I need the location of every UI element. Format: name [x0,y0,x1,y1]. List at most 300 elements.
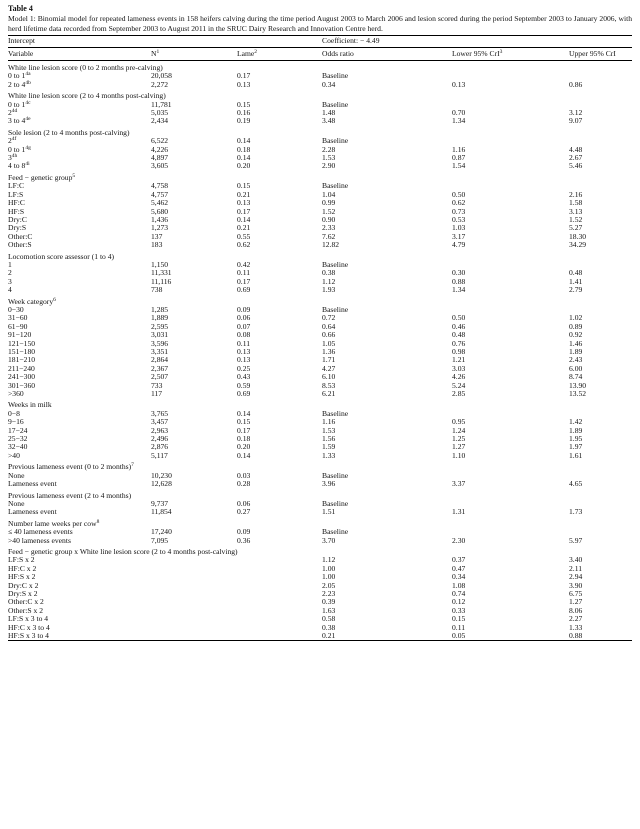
table-row [8,443,632,451]
cell-upper: 8.06 [569,605,583,615]
cell-variable: 9−16 [8,417,24,427]
cell-odds-ratio: Baseline [322,181,349,191]
cell-upper: 1.73 [569,507,583,517]
cell-lame: 0.21 [237,189,251,199]
cell-odds-ratio: 3.70 [322,535,336,545]
cell-n: 5,680 [151,206,169,216]
table-row [8,382,632,390]
cell-upper: 1.46 [569,338,583,348]
cell-odds-ratio: 1.53 [322,425,336,435]
table-row [8,427,632,435]
group-title-row [8,398,632,409]
table-row [8,607,632,615]
cell-lame: 0.62 [237,240,251,250]
cell-n: 733 [151,380,163,390]
cell-odds-ratio: 1.36 [322,347,336,356]
cell-lame: 0.14 [237,450,251,460]
cell-odds-ratio: 1.04 [322,189,336,199]
cell-n: 117 [151,389,163,399]
cell-lame: 0.27 [237,507,251,517]
cell-upper: 13.52 [569,389,587,399]
cell-odds-ratio: Baseline [322,527,349,537]
cell-odds-ratio: 7.62 [322,231,336,241]
cell-lower: 0.30 [452,268,466,278]
cell-n [151,607,237,615]
cell-odds-ratio: 1.12 [322,276,336,286]
cell-upper: 18.30 [569,231,587,241]
cell-odds-ratio: Baseline [322,304,349,314]
cell-upper: 0.86 [569,79,583,89]
cell-n: 17,240 [151,527,172,537]
cell-lower: 1.08 [452,580,466,590]
cell-variable: None [8,470,25,480]
cell-lower: 0.62 [452,198,466,208]
cell-variable: Other:S [8,240,32,250]
cell-variable: HF:S [8,206,25,216]
cell-lower: 4.26 [452,372,466,382]
cell-n: 5,035 [151,108,169,118]
cell-lower: 0.05 [452,632,569,641]
cell-odds-ratio: 2.23 [322,588,336,598]
cell-variable: ≤ 40 lameness events [8,527,73,537]
cell-n: 5,117 [151,450,168,460]
cell-n [151,556,237,564]
cell-odds-ratio: 0.72 [322,313,336,323]
cell-lame: 0.14 [237,214,251,224]
cell-variable: 0−8 [8,408,20,418]
cell-variable: 301−360 [8,380,36,390]
cell-lame: 0.28 [237,479,251,489]
cell-n: 7,095 [151,535,169,545]
cell-lame: 0.20 [237,442,251,452]
group-title: Weeks in milk [8,400,52,410]
table-row [8,261,632,269]
cell-odds-ratio: 12.82 [322,240,340,250]
cell-upper: 2.43 [569,355,583,365]
cell-n: 183 [151,240,163,250]
cell-lower [452,306,569,314]
cell-upper: 8.74 [569,372,583,382]
cell-lame: 0.03 [237,470,251,480]
cell-upper: 13.90 [569,380,587,390]
cell-lame [237,582,322,590]
cell-variable: 2 [8,268,12,278]
cell-lower [452,101,569,109]
group-title-row [8,489,632,500]
cell-lower [452,528,569,536]
cell-lower: 0.47 [452,563,466,573]
cell-variable: 91−120 [8,330,32,340]
cell-lame: 0.15 [237,417,251,427]
cell-odds-ratio: 0.34 [322,79,336,89]
cell-upper: 1.41 [569,276,583,286]
cell-odds-ratio: 0.58 [322,614,336,624]
cell-lame: 0.21 [237,223,251,233]
table-row [8,182,632,190]
table-row [8,241,632,249]
cell-odds-ratio: 1.33 [322,450,336,460]
table-row [8,323,632,331]
table-row [8,598,632,606]
cell-lower: 1.31 [452,507,466,517]
table-row [8,373,632,381]
cell-lame [237,607,322,615]
cell-variable: 0 to $1^{4a}$ [8,71,31,81]
cell-lame [237,556,322,564]
cell-upper: 6.00 [569,363,583,373]
cell-odds-ratio: Baseline [322,71,349,81]
cell-lame: 0.13 [237,79,251,89]
cell-variable: 1 [8,259,12,269]
cell-n: 11,781 [151,99,172,109]
cell-upper: 0.89 [569,321,583,331]
group-title: White line lesion score (2 to 4 months post-calving) [8,91,166,101]
cell-variable: Dry:S [8,223,27,233]
cell-odds-ratio: 6.10 [322,372,336,382]
table-row [8,340,632,348]
cell-odds-ratio: 0.90 [322,214,336,224]
intercept-row [8,36,632,47]
cell-odds-ratio: 3.96 [322,479,336,489]
cell-upper: 2.67 [569,153,583,163]
table-row [8,233,632,241]
table-row [8,269,632,277]
cell-n: 2,864 [151,355,169,365]
col-lower: Lower 95% CrI$^3$ [452,47,569,60]
cell-odds-ratio: 0.39 [322,597,336,607]
cell-variable: 2 to $4^{4b}$ [8,79,31,89]
cell-n: 137 [151,231,163,241]
cell-lame: 0.18 [237,434,251,444]
cell-n [151,590,237,598]
table-row [8,146,632,154]
cell-variable: Dry:S x 2 [8,588,38,598]
cell-n: 3,457 [151,417,169,427]
table-row [8,365,632,373]
cell-n: 2,595 [151,321,169,331]
table-row [8,286,632,294]
cell-lame: 0.08 [237,330,251,340]
cell-odds-ratio: 0.38 [322,622,336,632]
cell-lower: 0.98 [452,347,466,356]
cell-lame: 0.14 [237,136,251,146]
cell-upper: 5.27 [569,223,583,233]
cell-lower: 1.34 [452,116,466,126]
cell-lower: 1.03 [452,223,466,233]
cell-odds-ratio: 1.53 [322,153,336,163]
cell-lower: 0.13 [452,79,466,89]
cell-lower: 4.79 [452,240,466,250]
cell-odds-ratio: Baseline [322,498,349,508]
table-row [8,537,632,545]
cell-upper: 3.40 [569,555,583,565]
cell-lame: 0.13 [237,198,251,208]
cell-variable: 0 to $1^{4c}$ [8,99,31,109]
cell-n: 3,351 [151,347,169,356]
cell-odds-ratio: 4.27 [322,363,336,373]
cell-variable: 4 [8,285,12,295]
cell-variable: $2^{4d}$ [8,108,18,118]
cell-n: 1,436 [151,214,169,224]
cell-lame: 0.13 [237,347,251,356]
group-title-row [8,126,632,137]
cell-variable: Other:S x 2 [8,605,44,615]
group-title: Sole lesion (2 to 4 months post-calving) [8,127,130,137]
cell-lower: 1.25 [452,434,466,444]
cell-variable: 211−240 [8,363,35,373]
cell-upper: 4.48 [569,144,583,154]
cell-lower: 0.15 [452,614,466,624]
cell-lame: 0.11 [237,268,251,278]
cell-lower: 3.17 [452,231,466,241]
cell-lame: 0.14 [237,153,251,163]
cell-lower: 1.21 [452,355,466,365]
group-title: Feed − genetic group x White line lesion score (2 to 4 months post-calving) [8,546,238,556]
cell-variable: LF:S x 2 [8,555,35,565]
cell-variable: Dry:C [8,214,27,224]
cell-lame [237,632,322,641]
cell-lower: 0.37 [452,555,466,565]
cell-odds-ratio: 1.56 [322,434,336,444]
cell-upper: 1.52 [569,214,583,224]
cell-lame: 0.14 [237,408,251,418]
cell-lame [237,598,322,606]
cell-variable: 0 to $1^{4g}$ [8,144,31,154]
cell-n [151,598,237,606]
group-title-row [8,61,632,73]
cell-lower: 1.24 [452,425,466,435]
cell-odds-ratio: 2.33 [322,223,336,233]
cell-lower: 0.74 [452,588,466,598]
table-row [8,278,632,286]
cell-variable: None [8,498,25,508]
cell-lame: 0.69 [237,285,251,295]
cell-variable: >360 [8,389,24,399]
cell-odds-ratio: 2.90 [322,161,336,171]
cell-lame: 0.59 [237,380,251,390]
cell-odds-ratio: 6.21 [322,389,336,399]
cell-odds-ratio: 1.51 [322,507,336,517]
cell-variable: 32−40 [8,442,28,452]
cell-lame: 0.17 [237,206,251,216]
cell-variable: 61−90 [8,321,28,331]
cell-lower [452,261,569,269]
cell-variable: Lameness event [8,479,57,489]
table-row [8,472,632,480]
col-lame: Lame$^2$ [237,47,322,60]
cell-n: 3,031 [151,330,169,340]
cell-upper: 2.94 [569,572,583,582]
cell-lower [452,410,569,418]
table-row [8,208,632,216]
cell-variable: 121−150 [8,338,36,348]
cell-odds-ratio: 1.59 [322,442,336,452]
cell-upper: 1.89 [569,425,583,435]
cell-lower: 0.46 [452,321,466,331]
cell-n: 1,285 [151,304,169,314]
cell-lame: 0.20 [237,161,251,171]
table-row [8,508,632,516]
cell-n [151,615,237,623]
cell-variable: 17−24 [8,425,28,435]
cell-variable: HF:S x 2 [8,572,36,582]
group-title: White line lesion score (0 to 2 months pre-calving) [8,63,163,72]
cell-lower: 1.54 [452,161,466,171]
cell-odds-ratio: Baseline [322,470,349,480]
cell-odds-ratio: 0.21 [322,632,452,641]
cell-n: 2,496 [151,434,169,444]
cell-variable: 25−32 [8,434,28,444]
cell-variable: LF:S x 3 to 4 [8,614,49,624]
cell-lower: 0.11 [452,622,466,632]
table-row [8,101,632,109]
cell-lame [237,624,322,632]
cell-lame: 0.17 [237,276,251,286]
table-row [8,314,632,322]
table-row [8,556,632,564]
cell-n: 2,507 [151,372,169,382]
cell-variable: Other:C [8,231,33,241]
cell-n [151,582,237,590]
cell-upper: 0.48 [569,268,583,278]
col-variable: Variable [8,47,151,60]
cell-n: 12,628 [151,479,172,489]
cell-n: 20,058 [151,71,172,81]
group-title-row [8,295,632,306]
cell-upper: 1.89 [569,347,583,356]
group-title: Locomotion score assessor (1 to 4) [8,251,115,261]
cell-lame: 0.13 [237,355,251,365]
table-body [8,36,632,641]
table-row [8,452,632,460]
cell-lower: 0.73 [452,206,466,216]
cell-n [151,624,237,632]
group-title-row [8,460,632,471]
table-row [8,224,632,232]
cell-odds-ratio: 1.16 [322,417,336,427]
cell-lame: 0.09 [237,527,251,537]
cell-odds-ratio: 1.52 [322,206,336,216]
cell-lower: 2.30 [452,535,466,545]
cell-lame: 0.17 [237,425,251,435]
cell-variable: 4 to $8^{4i}$ [8,161,30,171]
cell-n: 11,331 [151,268,172,278]
col-odds-ratio: Odds ratio [322,47,452,60]
cell-n: 9,737 [151,498,169,508]
cell-variable: 3 to $4^{4e}$ [8,116,31,126]
table-row [8,624,632,632]
cell-variable: HF:C x 3 to 4 [8,622,50,632]
table-row [8,615,632,623]
cell-lower: 2.85 [452,389,466,399]
cell-lame: 0.43 [237,372,251,382]
cell-lower: 1.16 [452,144,466,154]
cell-variable: HF:C [8,198,25,208]
group-title: Previous lameness event (0 to 2 months)$^7$ [8,462,134,472]
cell-odds-ratio: 1.12 [322,555,336,565]
results-table [8,35,632,641]
cell-lame: 0.19 [237,116,251,126]
table-row [8,480,632,488]
intercept-value: Coefficient: − 4.49 [322,36,452,47]
cell-odds-ratio: 1.71 [322,355,336,365]
table-row [8,72,632,80]
cell-n [151,573,237,581]
table-row [8,81,632,89]
cell-lame: 0.07 [237,321,251,331]
cell-upper: 1.97 [569,442,583,452]
cell-lower [452,137,569,145]
cell-n: 4,757 [151,189,169,199]
cell-n: 1,889 [151,313,169,323]
cell-n: 1,150 [151,259,169,269]
table-row [8,528,632,536]
cell-lower: 1.10 [452,450,466,460]
cell-lame [237,615,322,623]
cell-odds-ratio: 0.99 [322,198,336,208]
cell-lame: 0.11 [237,338,251,348]
table-row [8,348,632,356]
cell-upper: 9.07 [569,116,583,126]
cell-lame: 0.09 [237,304,251,314]
table-row [8,500,632,508]
cell-n: 2,367 [151,363,169,373]
cell-n: 1,273 [151,223,169,233]
cell-variable: $3^{4h}$ [8,153,18,163]
cell-n: 2,963 [151,425,169,435]
group-title: Previous lameness event (2 to 4 months) [8,490,132,500]
cell-n [151,632,237,641]
cell-lower [452,472,569,480]
group-title: Feed − genetic group$^5$ [8,172,76,182]
cell-odds-ratio: 2.28 [322,144,336,154]
cell-n: 11,116 [151,276,172,286]
cell-upper: 2.16 [569,189,583,199]
cell-odds-ratio: 1.93 [322,285,336,295]
cell-lower: 0.95 [452,417,466,427]
cell-variable: 3 [8,276,12,286]
cell-lame: 0.18 [237,144,251,154]
cell-odds-ratio: Baseline [322,136,349,146]
cell-upper: 3.90 [569,580,583,590]
cell-lame: 0.69 [237,389,251,399]
table-row [8,306,632,314]
cell-upper: 3.13 [569,206,583,216]
cell-upper: 6.75 [569,588,583,598]
cell-n: 3,596 [151,338,169,348]
cell-n: 5,462 [151,198,169,208]
cell-variable: 241−300 [8,372,36,382]
cell-variable: Dry:C x 2 [8,580,39,590]
cell-variable: LF:C [8,181,25,191]
cell-lower: 0.88 [452,276,466,286]
cell-upper: 1.33 [569,622,583,632]
cell-lower: 0.34 [452,572,466,582]
cell-n: 2,876 [151,442,169,452]
cell-upper: 34.29 [569,240,587,250]
table-row [8,216,632,224]
cell-n: 4,897 [151,153,169,163]
cell-variable: 151−180 [8,347,36,356]
cell-odds-ratio: 1.48 [322,108,336,118]
table-row [8,137,632,145]
cell-variable: Lameness event [8,507,57,517]
cell-lame [237,590,322,598]
cell-lame: 0.15 [237,99,251,109]
cell-lower: 0.87 [452,153,466,163]
cell-n: 2,272 [151,79,169,89]
cell-lame: 0.42 [237,259,251,269]
